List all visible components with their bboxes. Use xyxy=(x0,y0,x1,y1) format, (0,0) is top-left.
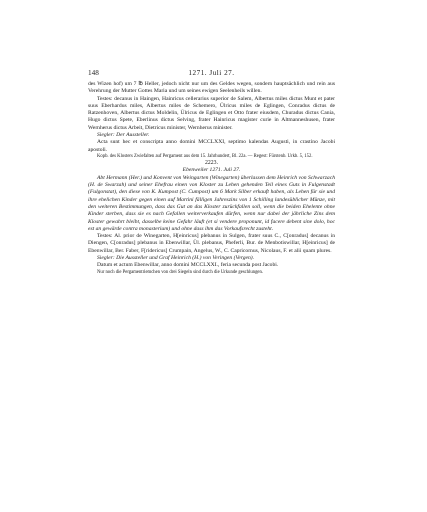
source-note: Kopb. des Klosters Zwiefalten auf Pergament aus dem 15. Jahrhundert, Bl. 22a. — Regest: Fürstenb. Urkb. 5, 152. xyxy=(97,153,313,159)
charter-continuation: des Wizen hof) um 7 ℔ Heller, jedoch nicht nur um des Geldes wegen, sondern hauptsächlich und rein aus Verehrung der Mutter Gottes Maria und um seines ewigen Seelenheils willen. xyxy=(88,81,335,95)
sealer-note: Siegler: Die Aussteller und Graf Heinrich (H.) von Veringen (Vergen). xyxy=(97,255,255,262)
page-body xyxy=(88,81,335,276)
page-header xyxy=(88,68,335,78)
witness-list: Testes: decanus in Haingen, Hainricus cellerarius superior de Salem, Albertus miles dictus Munt et pater suus Eberhardus miles, Albertus miles de Schemero, Ülricus miles de Eglingen, Conradus dictus de Ratzenhoven, Albertus dictus Moldelin, Ülricus de Eglingen et Otto frater eiusdem, Churadus dictus Cania, Hugo dictus Spete, Eberlinus dictus Selving, frater Hainricus magister curie in Altmanneshusen, frater Wernherus dictus Arbeit, Dietricus minister, Wernherus minister. xyxy=(88,95,335,131)
sealer-note: Siegler: Der Aussteller. xyxy=(97,132,150,139)
running-title: 1271. Juli 27. xyxy=(188,69,235,77)
charter-summary: Abt Hermann (Her.) und Konvent von Weingarten (Winegarten) überlassen dem Heinrich von Schwarzach (H. de Swarzah) und seiner Ehefrau einen von Kloster zu Lehen gehenden Teil eines Guts in Fulgenstadt (Fulgonstat), den diese von K. Kumpost (C. Cumpost) um 6 Mark Silber erkauft haben, als Lehen für sie und ihre ehelichen Kinder gegen einen auf Martini fälligen Jahreszins von 1 Schilling landesüblicher Münze, mit den weiteren Bestimmungen, dass das Gut an das Kloster zurückfallen soll, wenn die beiden Ehelente ohne Kinder sterben, dass sie es nach Gefallen weiterverkaufen dürfen, wenn nur dabei der jährliche Zins dem Kloster gewahrt bleibt, dasselbe keine Gefahr läuft (et si vendere proponunt, id facere debent sine dolo, hoc est an gewärde contra monasterium) und ohne dass ihm das Vorkaufsrecht zusteht. xyxy=(88,174,335,232)
dating-clause: Acta sunt hec et conscripta anno domini MCCLXXI, septimo kalendas Augusti, in crastino Jacobi apostoli. xyxy=(88,139,335,153)
page-number: 148 xyxy=(88,69,99,77)
charter-place-date: Ebenweiler 1271. Juli 27. xyxy=(182,167,241,174)
charter-number: 2223. xyxy=(204,160,219,167)
dating-clause: Datum et actum Ebenwillar, anno domini MCCLXXI., feria secunda post Jacobi. xyxy=(97,262,279,269)
seal-note: Nur noch die Pergamentriemchen von drei Siegeln sind durch die Urkunde geschlungen. xyxy=(97,269,264,275)
witness-list: Testes: Al. prior de Winegarten, H[einricus] plebanus in Sulgen, frater suus C., C[onradus] decanus in Diengen, C[onradus] plebanus in Ebenwillar, Ül. plebanus, Pheferli, Bur. de Menbotiswillar, H[einricus] de Ebenwillar, Ber. Faber, F[ridericus] Crumpain, Angelus, W., C. Capricornus, Nicolaus, F. et alii quam plures. xyxy=(88,233,335,254)
